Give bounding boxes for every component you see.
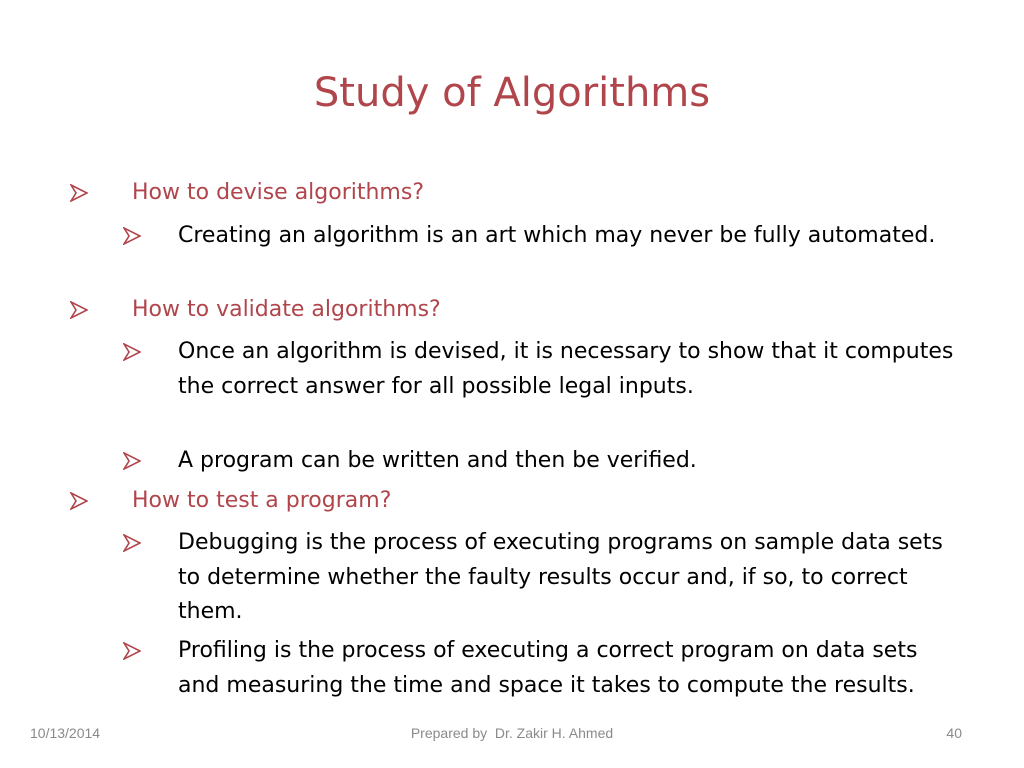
sub-bullet-text: Creating an algorithm is an art which may never be fully automated. xyxy=(178,223,936,248)
bullet-item xyxy=(132,294,441,326)
sub-bullet-item xyxy=(178,634,958,703)
sub-bullet-text: Profiling is the process of executing a correct program on data sets and measuring the time and space it takes to compute the results. xyxy=(178,638,918,698)
arrow-bullet-icon xyxy=(123,452,141,470)
sub-bullet-text: Once an algorithm is devised, it is necessary to show that it computes the correct answer for all possible legal inputs. xyxy=(178,339,954,399)
bullet-text: How to devise algorithms? xyxy=(132,180,425,205)
arrow-bullet-icon xyxy=(70,184,88,202)
arrow-bullet-icon xyxy=(123,227,141,245)
slide-title: Study of Algorithms xyxy=(313,70,711,116)
footer-prepared-by: Prepared by Dr. Zakir H. Ahmed xyxy=(410,725,614,741)
sub-bullet-item xyxy=(178,526,958,630)
sub-bullet-item xyxy=(178,335,958,404)
arrow-bullet-icon xyxy=(123,642,141,660)
sub-bullet-item xyxy=(178,444,958,479)
sub-bullet-text: A program can be written and then be verified. xyxy=(178,448,697,473)
bullet-text: How to validate algorithms? xyxy=(132,297,441,322)
footer-date: 10/13/2014 xyxy=(30,725,101,741)
bullet-item xyxy=(132,485,391,517)
page-number: 40 xyxy=(946,725,962,741)
bullet-item xyxy=(132,177,424,209)
arrow-bullet-icon xyxy=(70,492,88,510)
arrow-bullet-icon xyxy=(123,534,141,552)
sub-bullet-item xyxy=(178,219,958,254)
arrow-bullet-icon xyxy=(70,301,88,319)
arrow-bullet-icon xyxy=(123,343,141,361)
bullet-text: How to test a program? xyxy=(132,488,392,513)
sub-bullet-text: Debugging is the process of executing programs on sample data sets to determine whether the faulty results occur and, if so, to correct them. xyxy=(178,530,943,624)
